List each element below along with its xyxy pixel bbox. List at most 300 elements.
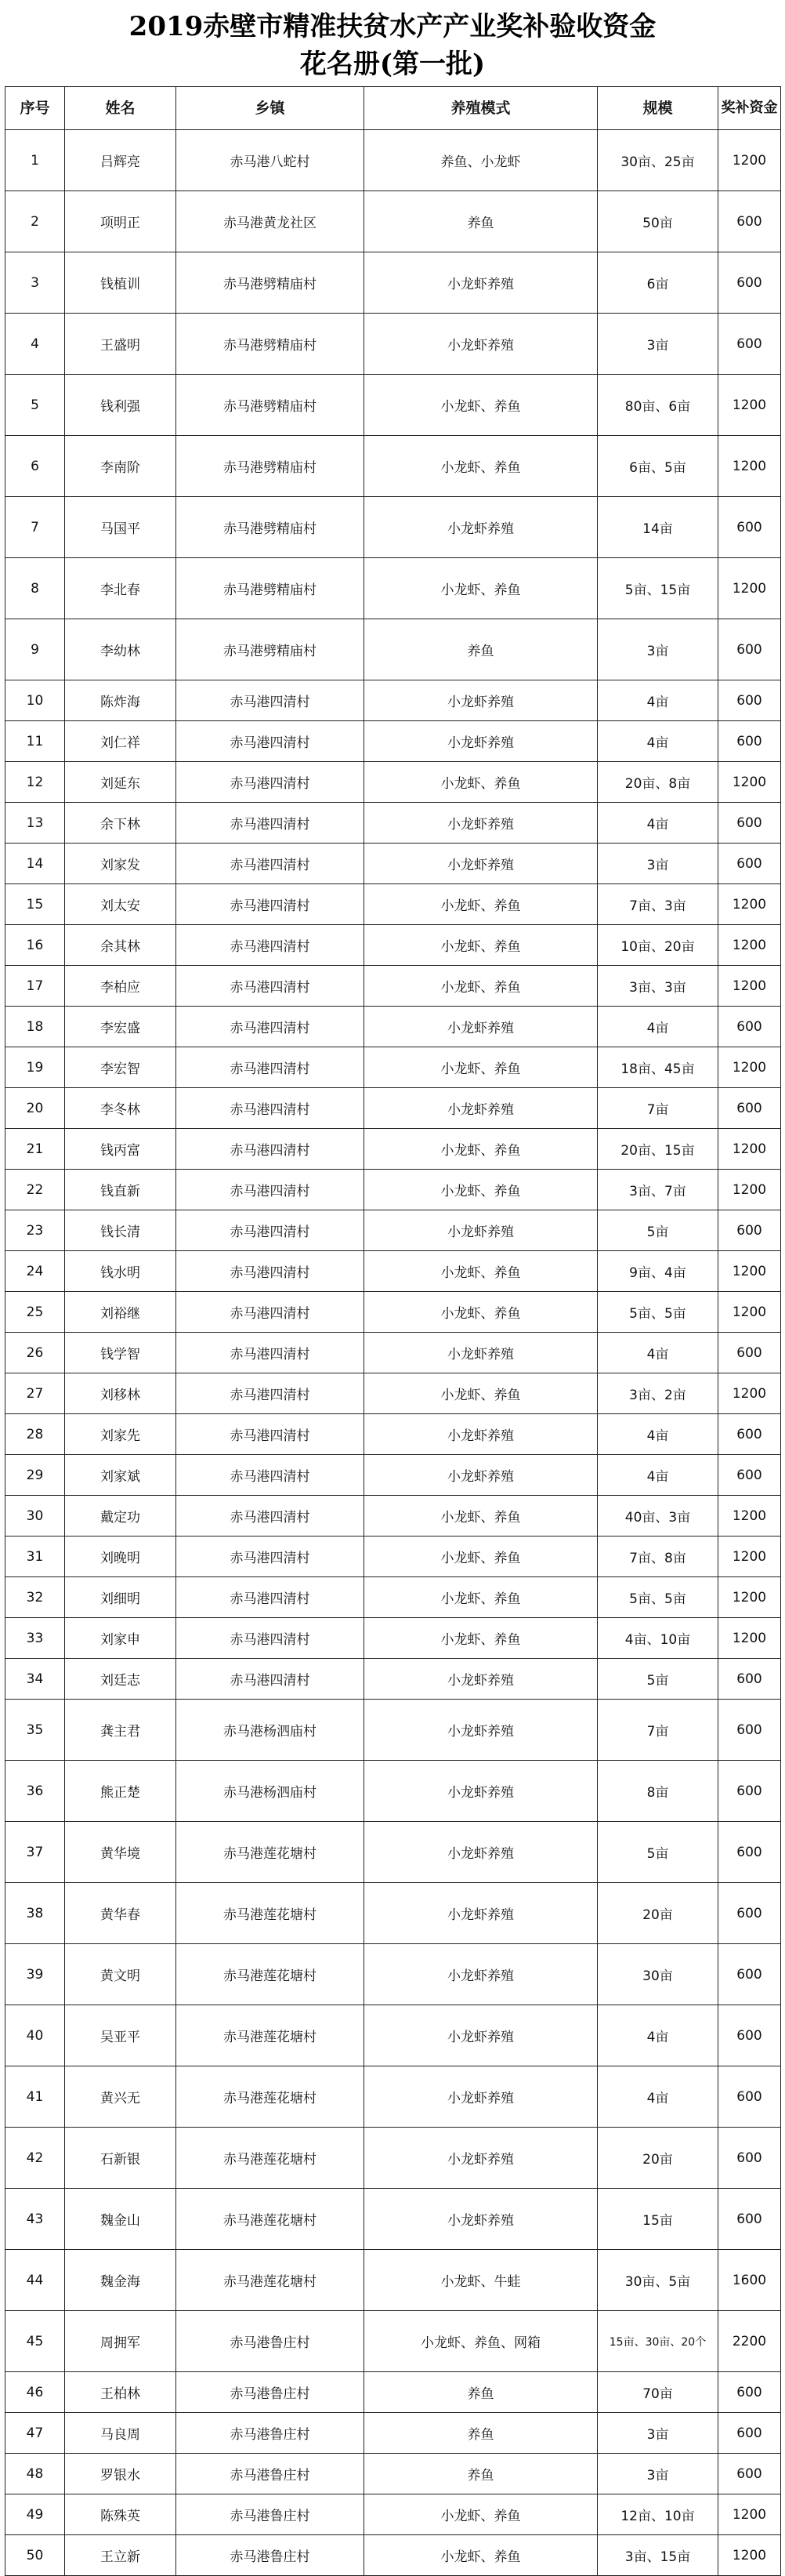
- cell-name: 刘细明: [65, 1577, 176, 1618]
- cell-scale: 4亩: [598, 1007, 718, 1047]
- cell-scale: 4亩、10亩: [598, 1618, 718, 1659]
- cell-town: 赤马港鲁庄村: [176, 2494, 364, 2535]
- table-row: [5, 619, 781, 680]
- cell-scale: 30亩、5亩: [598, 2250, 718, 2311]
- table-row: [5, 1333, 781, 1373]
- cell-scale: 6亩: [598, 252, 718, 314]
- cell-amount: 1200: [718, 1292, 781, 1333]
- table-row: [5, 2372, 781, 2413]
- cell-amount: 2200: [718, 2311, 781, 2372]
- cell-town: 赤马港四清村: [176, 844, 364, 884]
- cell-mode: 养鱼、小龙虾: [364, 130, 598, 191]
- cell-town: 赤马港四清村: [176, 1170, 364, 1210]
- cell-town: 赤马港四清村: [176, 1129, 364, 1170]
- cell-seq: 6: [5, 436, 65, 497]
- cell-town: 赤马港四清村: [176, 1496, 364, 1537]
- cell-scale: 5亩: [598, 1822, 718, 1883]
- cell-scale: 5亩、15亩: [598, 558, 718, 619]
- cell-name: 陈炸海: [65, 680, 176, 721]
- cell-mode: 小龙虾、养鱼: [364, 1496, 598, 1537]
- table-row: [5, 1210, 781, 1251]
- cell-seq: 16: [5, 925, 65, 966]
- cell-scale: 80亩、6亩: [598, 375, 718, 436]
- cell-amount: 1200: [718, 2494, 781, 2535]
- cell-mode: 小龙虾、养鱼: [364, 1047, 598, 1088]
- cell-scale: 8亩: [598, 1761, 718, 1822]
- cell-seq: 5: [5, 375, 65, 436]
- table-row: [5, 191, 781, 252]
- cell-seq: 2: [5, 191, 65, 252]
- cell-amount: 1200: [718, 1047, 781, 1088]
- cell-seq: 45: [5, 2311, 65, 2372]
- table-row: [5, 1944, 781, 2005]
- cell-town: 赤马港劈精庙村: [176, 436, 364, 497]
- cell-mode: 养鱼: [364, 2372, 598, 2413]
- cell-town: 赤马港黄龙社区: [176, 191, 364, 252]
- cell-scale: 3亩、2亩: [598, 1373, 718, 1414]
- cell-seq: 17: [5, 966, 65, 1007]
- cell-mode: 小龙虾、养鱼: [364, 966, 598, 1007]
- cell-seq: 24: [5, 1251, 65, 1292]
- cell-scale: 7亩、3亩: [598, 884, 718, 925]
- table-row: [5, 884, 781, 925]
- cell-amount: 600: [718, 2413, 781, 2454]
- cell-amount: 1200: [718, 1496, 781, 1537]
- cell-scale: 70亩: [598, 2372, 718, 2413]
- cell-town: 赤马港鲁庄村: [176, 2535, 364, 2576]
- cell-name: 黄华境: [65, 1822, 176, 1883]
- cell-mode: 养鱼: [364, 619, 598, 680]
- cell-amount: 1200: [718, 966, 781, 1007]
- cell-scale: 40亩、3亩: [598, 1496, 718, 1537]
- cell-amount: 600: [718, 2005, 781, 2066]
- cell-scale: 30亩、25亩: [598, 130, 718, 191]
- table-row: [5, 1761, 781, 1822]
- cell-seq: 47: [5, 2413, 65, 2454]
- cell-mode: 小龙虾、养鱼: [364, 1251, 598, 1292]
- cell-amount: 1200: [718, 884, 781, 925]
- cell-scale: 30亩: [598, 1944, 718, 2005]
- cell-town: 赤马港四清村: [176, 1659, 364, 1700]
- cell-name: 李北春: [65, 558, 176, 619]
- cell-name: 钱丙富: [65, 1129, 176, 1170]
- cell-name: 刘裕继: [65, 1292, 176, 1333]
- cell-seq: 34: [5, 1659, 65, 1700]
- cell-amount: 1600: [718, 2250, 781, 2311]
- cell-scale: 4亩: [598, 721, 718, 762]
- cell-scale: 5亩、5亩: [598, 1292, 718, 1333]
- cell-mode: 小龙虾、养鱼: [364, 1373, 598, 1414]
- cell-town: 赤马港莲花塘村: [176, 2005, 364, 2066]
- cell-mode: 小龙虾、养鱼: [364, 762, 598, 803]
- header-row: [5, 87, 781, 130]
- header-seq: 序号: [5, 87, 65, 130]
- cell-amount: 600: [718, 2128, 781, 2189]
- cell-scale: 6亩、5亩: [598, 436, 718, 497]
- cell-name: 李宏智: [65, 1047, 176, 1088]
- cell-town: 赤马港杨泗庙村: [176, 1761, 364, 1822]
- cell-amount: 1200: [718, 2535, 781, 2576]
- cell-town: 赤马港劈精庙村: [176, 558, 364, 619]
- cell-name: 余其林: [65, 925, 176, 966]
- cell-town: 赤马港四清村: [176, 1333, 364, 1373]
- cell-seq: 22: [5, 1170, 65, 1210]
- table-row: [5, 2494, 781, 2535]
- cell-name: 陈殊英: [65, 2494, 176, 2535]
- cell-amount: 600: [718, 844, 781, 884]
- cell-town: 赤马港莲花塘村: [176, 2250, 364, 2311]
- cell-name: 钱直新: [65, 1170, 176, 1210]
- cell-town: 赤马港四清村: [176, 1007, 364, 1047]
- cell-town: 赤马港四清村: [176, 1455, 364, 1496]
- cell-scale: 4亩: [598, 803, 718, 844]
- cell-town: 赤马港四清村: [176, 680, 364, 721]
- cell-scale: 15亩、30亩、20个: [598, 2311, 718, 2372]
- cell-mode: 小龙虾养殖: [364, 721, 598, 762]
- cell-seq: 18: [5, 1007, 65, 1047]
- cell-seq: 37: [5, 1822, 65, 1883]
- cell-town: 赤马港四清村: [176, 762, 364, 803]
- table-row: [5, 375, 781, 436]
- cell-name: 黄兴无: [65, 2066, 176, 2128]
- header-amount: 奖补资金: [718, 87, 781, 130]
- cell-seq: 1: [5, 130, 65, 191]
- cell-seq: 26: [5, 1333, 65, 1373]
- table-row: [5, 1883, 781, 1944]
- cell-town: 赤马港四清村: [176, 925, 364, 966]
- roster-table: [5, 86, 781, 2576]
- cell-seq: 7: [5, 497, 65, 558]
- table-row: [5, 1618, 781, 1659]
- cell-town: 赤马港劈精庙村: [176, 375, 364, 436]
- cell-town: 赤马港四清村: [176, 721, 364, 762]
- cell-mode: 小龙虾、养鱼: [364, 2535, 598, 2576]
- cell-amount: 1200: [718, 925, 781, 966]
- cell-name: 李柏应: [65, 966, 176, 1007]
- table-row: [5, 1659, 781, 1700]
- cell-mode: 小龙虾养殖: [364, 1333, 598, 1373]
- cell-scale: 3亩、15亩: [598, 2535, 718, 2576]
- cell-name: 马良周: [65, 2413, 176, 2454]
- cell-name: 钱利强: [65, 375, 176, 436]
- cell-seq: 48: [5, 2454, 65, 2494]
- cell-amount: 600: [718, 1944, 781, 2005]
- cell-name: 钱长清: [65, 1210, 176, 1251]
- cell-scale: 4亩: [598, 1333, 718, 1373]
- cell-name: 石新银: [65, 2128, 176, 2189]
- cell-scale: 3亩: [598, 314, 718, 375]
- cell-seq: 25: [5, 1292, 65, 1333]
- cell-town: 赤马港四清村: [176, 1577, 364, 1618]
- cell-amount: 600: [718, 497, 781, 558]
- cell-town: 赤马港四清村: [176, 1251, 364, 1292]
- table-row: [5, 1292, 781, 1333]
- cell-amount: 600: [718, 1700, 781, 1761]
- cell-amount: 600: [718, 252, 781, 314]
- cell-name: 刘延东: [65, 762, 176, 803]
- cell-mode: 小龙虾养殖: [364, 1944, 598, 2005]
- table-row: [5, 1373, 781, 1414]
- cell-name: 李幼林: [65, 619, 176, 680]
- cell-mode: 小龙虾、养鱼: [364, 558, 598, 619]
- cell-seq: 36: [5, 1761, 65, 1822]
- header-scale: 规模: [598, 87, 718, 130]
- cell-mode: 小龙虾养殖: [364, 2005, 598, 2066]
- cell-amount: 600: [718, 1455, 781, 1496]
- cell-scale: 3亩: [598, 844, 718, 884]
- table-row: [5, 2413, 781, 2454]
- cell-amount: 600: [718, 2066, 781, 2128]
- cell-seq: 9: [5, 619, 65, 680]
- cell-seq: 29: [5, 1455, 65, 1496]
- cell-town: 赤马港劈精庙村: [176, 314, 364, 375]
- cell-mode: 小龙虾养殖: [364, 844, 598, 884]
- cell-mode: 小龙虾养殖: [364, 252, 598, 314]
- cell-scale: 4亩: [598, 2066, 718, 2128]
- cell-scale: 20亩: [598, 1883, 718, 1944]
- cell-scale: 3亩: [598, 2454, 718, 2494]
- cell-amount: 1200: [718, 1170, 781, 1210]
- table-row: [5, 497, 781, 558]
- cell-scale: 20亩: [598, 2128, 718, 2189]
- cell-mode: 小龙虾养殖: [364, 1088, 598, 1129]
- cell-seq: 27: [5, 1373, 65, 1414]
- cell-name: 黄华春: [65, 1883, 176, 1944]
- table-row: [5, 925, 781, 966]
- cell-mode: 养鱼: [364, 191, 598, 252]
- cell-seq: 32: [5, 1577, 65, 1618]
- cell-name: 马国平: [65, 497, 176, 558]
- cell-name: 吴亚平: [65, 2005, 176, 2066]
- cell-seq: 14: [5, 844, 65, 884]
- table-row: [5, 558, 781, 619]
- table-row: [5, 680, 781, 721]
- cell-seq: 23: [5, 1210, 65, 1251]
- cell-town: 赤马港四清村: [176, 1292, 364, 1333]
- cell-town: 赤马港四清村: [176, 966, 364, 1007]
- cell-scale: 5亩、5亩: [598, 1577, 718, 1618]
- cell-name: 吕辉亮: [65, 130, 176, 191]
- table-row: [5, 1088, 781, 1129]
- cell-amount: 1200: [718, 1618, 781, 1659]
- cell-amount: 1200: [718, 1373, 781, 1414]
- table-row: [5, 2189, 781, 2250]
- cell-town: 赤马港莲花塘村: [176, 2128, 364, 2189]
- cell-mode: 小龙虾养殖: [364, 1659, 598, 1700]
- cell-amount: 600: [718, 1822, 781, 1883]
- cell-amount: 1200: [718, 1537, 781, 1577]
- cell-seq: 43: [5, 2189, 65, 2250]
- cell-mode: 小龙虾养殖: [364, 497, 598, 558]
- cell-mode: 小龙虾养殖: [364, 1414, 598, 1455]
- cell-town: 赤马港四清村: [176, 1414, 364, 1455]
- cell-seq: 30: [5, 1496, 65, 1537]
- cell-seq: 20: [5, 1088, 65, 1129]
- cell-name: 王立新: [65, 2535, 176, 2576]
- cell-name: 钱水明: [65, 1251, 176, 1292]
- cell-scale: 5亩: [598, 1659, 718, 1700]
- cell-mode: 小龙虾养殖: [364, 1883, 598, 1944]
- cell-amount: 600: [718, 1883, 781, 1944]
- header-mode: 养殖模式: [364, 87, 598, 130]
- cell-seq: 15: [5, 884, 65, 925]
- cell-seq: 40: [5, 2005, 65, 2066]
- table-row: [5, 2454, 781, 2494]
- cell-scale: 3亩: [598, 2413, 718, 2454]
- cell-scale: 20亩、15亩: [598, 1129, 718, 1170]
- cell-seq: 44: [5, 2250, 65, 2311]
- cell-seq: 33: [5, 1618, 65, 1659]
- cell-name: 龚主君: [65, 1700, 176, 1761]
- cell-amount: 1200: [718, 558, 781, 619]
- table-row: [5, 844, 781, 884]
- cell-amount: 600: [718, 314, 781, 375]
- cell-town: 赤马港鲁庄村: [176, 2311, 364, 2372]
- cell-amount: 1200: [718, 130, 781, 191]
- cell-scale: 4亩: [598, 1455, 718, 1496]
- cell-name: 刘移林: [65, 1373, 176, 1414]
- cell-name: 刘太安: [65, 884, 176, 925]
- cell-amount: 600: [718, 1414, 781, 1455]
- cell-scale: 10亩、20亩: [598, 925, 718, 966]
- document-title: 2019赤壁市精准扶贫水产产业奖补验收资金: [128, 11, 657, 42]
- cell-name: 刘仁祥: [65, 721, 176, 762]
- cell-name: 李冬林: [65, 1088, 176, 1129]
- table-row: [5, 1822, 781, 1883]
- table-row: [5, 1700, 781, 1761]
- cell-seq: 13: [5, 803, 65, 844]
- table-row: [5, 1129, 781, 1170]
- cell-seq: 39: [5, 1944, 65, 2005]
- cell-mode: 小龙虾、养鱼: [364, 884, 598, 925]
- cell-town: 赤马港鲁庄村: [176, 2454, 364, 2494]
- cell-town: 赤马港鲁庄村: [176, 2372, 364, 2413]
- cell-town: 赤马港杨泗庙村: [176, 1700, 364, 1761]
- cell-town: 赤马港四清村: [176, 1537, 364, 1577]
- cell-mode: 小龙虾、养鱼: [364, 1618, 598, 1659]
- cell-seq: 4: [5, 314, 65, 375]
- cell-name: 王柏林: [65, 2372, 176, 2413]
- cell-scale: 3亩、7亩: [598, 1170, 718, 1210]
- cell-name: 项明正: [65, 191, 176, 252]
- table-row: [5, 762, 781, 803]
- cell-amount: 1200: [718, 1129, 781, 1170]
- cell-mode: 小龙虾、养鱼: [364, 925, 598, 966]
- cell-seq: 38: [5, 1883, 65, 1944]
- cell-amount: 600: [718, 191, 781, 252]
- table-row: [5, 2005, 781, 2066]
- table-row: [5, 1007, 781, 1047]
- table-row: [5, 1251, 781, 1292]
- cell-mode: 小龙虾、养鱼: [364, 1129, 598, 1170]
- cell-town: 赤马港四清村: [176, 803, 364, 844]
- cell-mode: 小龙虾养殖: [364, 314, 598, 375]
- cell-name: 戴定功: [65, 1496, 176, 1537]
- cell-town: 赤马港四清村: [176, 1047, 364, 1088]
- cell-town: 赤马港四清村: [176, 1373, 364, 1414]
- cell-seq: 50: [5, 2535, 65, 2576]
- cell-scale: 4亩: [598, 680, 718, 721]
- cell-scale: 12亩、10亩: [598, 2494, 718, 2535]
- cell-town: 赤马港四清村: [176, 1088, 364, 1129]
- cell-mode: 小龙虾养殖: [364, 1455, 598, 1496]
- cell-seq: 28: [5, 1414, 65, 1455]
- cell-mode: 小龙虾、牛蛙: [364, 2250, 598, 2311]
- table-row: [5, 252, 781, 314]
- table-row: [5, 721, 781, 762]
- cell-name: 熊正楚: [65, 1761, 176, 1822]
- cell-town: 赤马港劈精庙村: [176, 619, 364, 680]
- cell-amount: 600: [718, 1333, 781, 1373]
- cell-seq: 21: [5, 1129, 65, 1170]
- cell-name: 刘家斌: [65, 1455, 176, 1496]
- cell-town: 赤马港莲花塘村: [176, 2189, 364, 2250]
- cell-name: 罗银水: [65, 2454, 176, 2494]
- cell-name: 李宏盛: [65, 1007, 176, 1047]
- cell-town: 赤马港劈精庙村: [176, 497, 364, 558]
- cell-seq: 12: [5, 762, 65, 803]
- header-town: 乡镇: [176, 87, 364, 130]
- cell-scale: 7亩: [598, 1088, 718, 1129]
- cell-scale: 18亩、45亩: [598, 1047, 718, 1088]
- cell-seq: 46: [5, 2372, 65, 2413]
- cell-scale: 14亩: [598, 497, 718, 558]
- table-row: [5, 2128, 781, 2189]
- cell-scale: 3亩、3亩: [598, 966, 718, 1007]
- cell-seq: 35: [5, 1700, 65, 1761]
- cell-scale: 20亩、8亩: [598, 762, 718, 803]
- table-row: [5, 1537, 781, 1577]
- cell-mode: 小龙虾养殖: [364, 1761, 598, 1822]
- cell-mode: 小龙虾养殖: [364, 2189, 598, 2250]
- cell-amount: 600: [718, 2189, 781, 2250]
- cell-town: 赤马港莲花塘村: [176, 1944, 364, 2005]
- cell-mode: 小龙虾养殖: [364, 1210, 598, 1251]
- cell-seq: 19: [5, 1047, 65, 1088]
- cell-town: 赤马港四清村: [176, 1210, 364, 1251]
- cell-town: 赤马港八蛇村: [176, 130, 364, 191]
- cell-name: 黄文明: [65, 1944, 176, 2005]
- cell-name: 周拥军: [65, 2311, 176, 2372]
- cell-mode: 养鱼: [364, 2413, 598, 2454]
- cell-mode: 小龙虾、养鱼: [364, 1577, 598, 1618]
- cell-mode: 小龙虾、养鱼: [364, 375, 598, 436]
- table-row: [5, 1414, 781, 1455]
- table-row: [5, 130, 781, 191]
- cell-mode: 小龙虾、养鱼: [364, 436, 598, 497]
- cell-name: 刘家申: [65, 1618, 176, 1659]
- cell-seq: 8: [5, 558, 65, 619]
- cell-mode: 小龙虾、养鱼: [364, 2494, 598, 2535]
- document-subtitle: 花名册(第一批): [299, 49, 486, 80]
- cell-scale: 15亩: [598, 2189, 718, 2250]
- table-row: [5, 1455, 781, 1496]
- cell-town: 赤马港劈精庙村: [176, 252, 364, 314]
- cell-amount: 1200: [718, 1251, 781, 1292]
- cell-amount: 600: [718, 1761, 781, 1822]
- cell-mode: 小龙虾、养鱼: [364, 1170, 598, 1210]
- cell-name: 钱植训: [65, 252, 176, 314]
- table-row: [5, 1496, 781, 1537]
- cell-seq: 49: [5, 2494, 65, 2535]
- cell-mode: 小龙虾、养鱼: [364, 1292, 598, 1333]
- cell-name: 钱学智: [65, 1333, 176, 1373]
- cell-amount: 600: [718, 1659, 781, 1700]
- cell-amount: 600: [718, 1210, 781, 1251]
- cell-amount: 1200: [718, 436, 781, 497]
- table-row: [5, 1047, 781, 1088]
- cell-name: 魏金海: [65, 2250, 176, 2311]
